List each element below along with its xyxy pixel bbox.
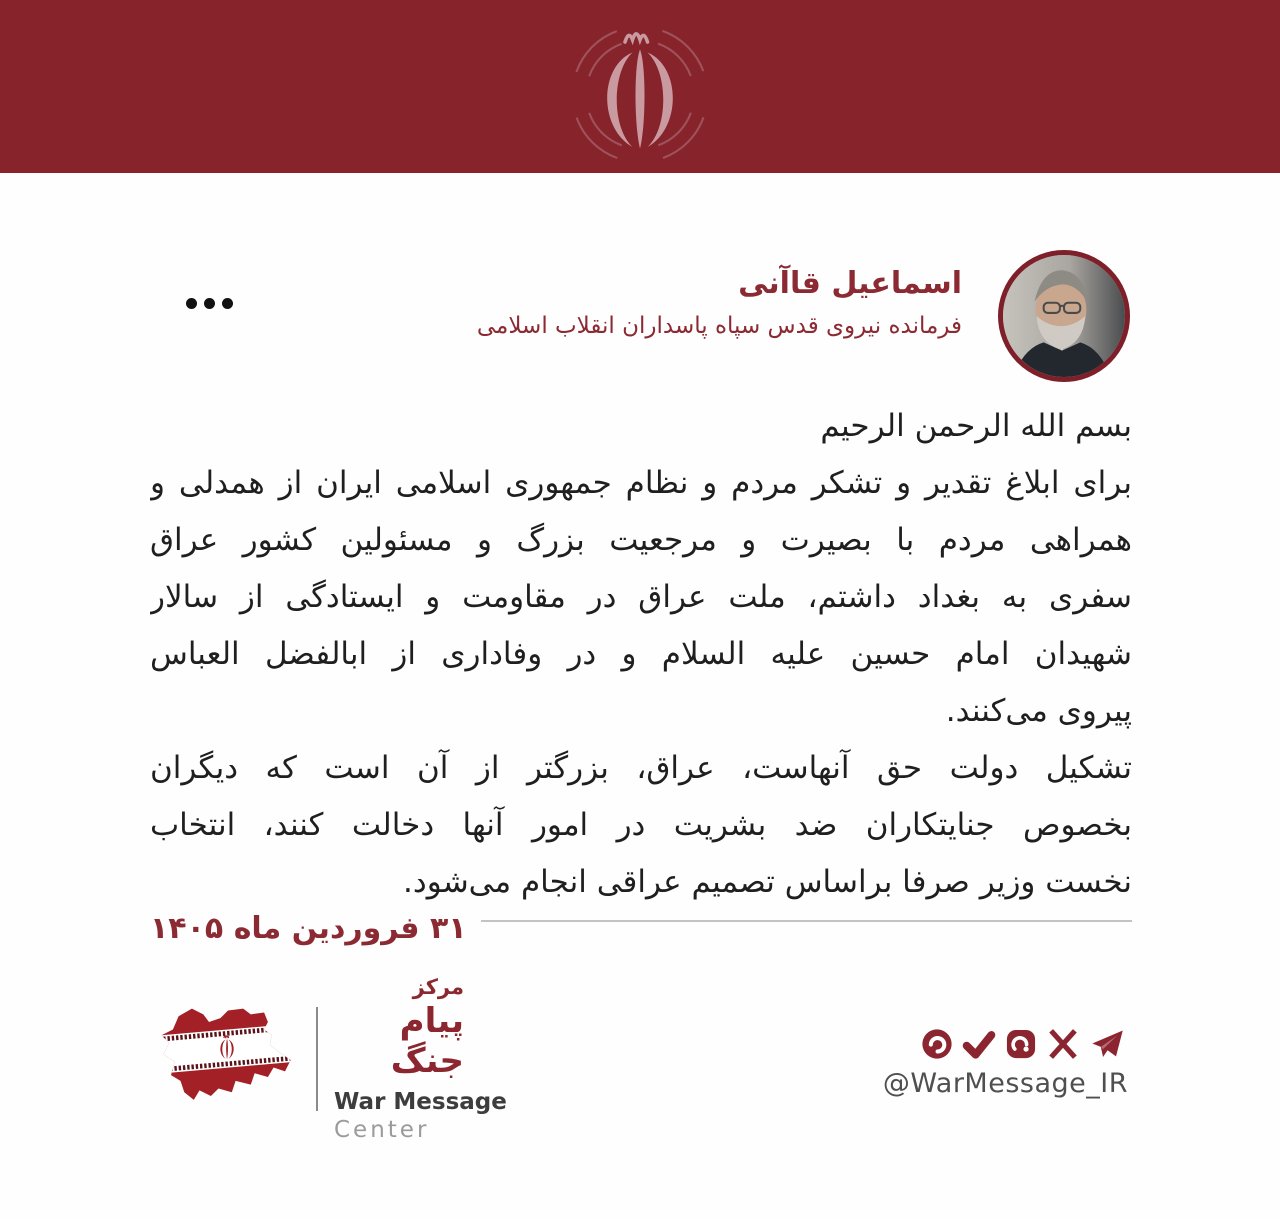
logo-text (334, 975, 507, 1143)
ellipsis-icon[interactable] (186, 298, 233, 309)
date-row (150, 898, 1132, 958)
logo-fa-large: پیام جنگ (390, 1001, 464, 1081)
date-divider-line (481, 920, 1132, 922)
message-line: سفری به بغداد داشتم، ملت عراق در مقاومت و ایستادگی از سالار (150, 579, 1132, 615)
message-line: شهیدان امام حسین علیه السلام و در وفاداری از ابالفضل العباس (150, 636, 1132, 672)
iran-emblem-icon (555, 12, 725, 162)
social-block (883, 1026, 1128, 1099)
iran-map-icon (152, 996, 304, 1122)
eitaa-icon[interactable] (918, 1026, 956, 1062)
message-line: پیروی می‌کنند. (945, 693, 1132, 729)
message-line: همراهی مردم با بصیرت و مرجعیت بزرگ و مسئولین کشور عراق (150, 522, 1132, 558)
telegram-icon[interactable] (1086, 1026, 1128, 1062)
logo-fa-small: مرکز (412, 975, 464, 999)
message-line: تشکیل دولت حق آنهاست، عراق، بزرگتر از آن است که دیگران (150, 750, 1132, 786)
x-icon[interactable] (1044, 1026, 1082, 1062)
person-photo-placeholder (1003, 255, 1125, 377)
social-handle: @WarMessage_IR (882, 1068, 1128, 1099)
profile-row (150, 250, 1130, 385)
message-line: نخست وزیر صرفا براساس تصمیم عراقی انجام می‌شود. (403, 864, 1132, 900)
message-line: بخصوص جنایتکاران ضد بشریت در امور آنها دخالت کنند، انتخاب (150, 807, 1132, 843)
profile-name: اسماعیل قاآنی (738, 266, 962, 301)
avatar (998, 250, 1130, 382)
header-band (0, 0, 1280, 173)
message-date: ۳۱ فروردین ماه ۱۴۰۵ (150, 910, 467, 946)
basmala-line: بسم الله الرحمن الرحیم (820, 408, 1132, 444)
logo-divider (316, 1007, 318, 1111)
social-icons-row (883, 1026, 1128, 1062)
profile-text (477, 264, 962, 346)
war-message-center-logo (152, 975, 507, 1143)
bale-check-icon[interactable] (960, 1026, 998, 1062)
message-line: برای ابلاغ تقدیر و تشکر مردم و نظام جمهوری اسلامی ایران از همدلی و (150, 465, 1132, 501)
logo-en-bold: War Message (334, 1089, 507, 1115)
logo-en-light: Center (334, 1117, 430, 1143)
profile-title: فرمانده نیروی قدس سپاه پاسداران انقلاب اسلامی (476, 313, 962, 339)
message-body (150, 398, 1132, 911)
rubika-icon[interactable] (1002, 1026, 1040, 1062)
